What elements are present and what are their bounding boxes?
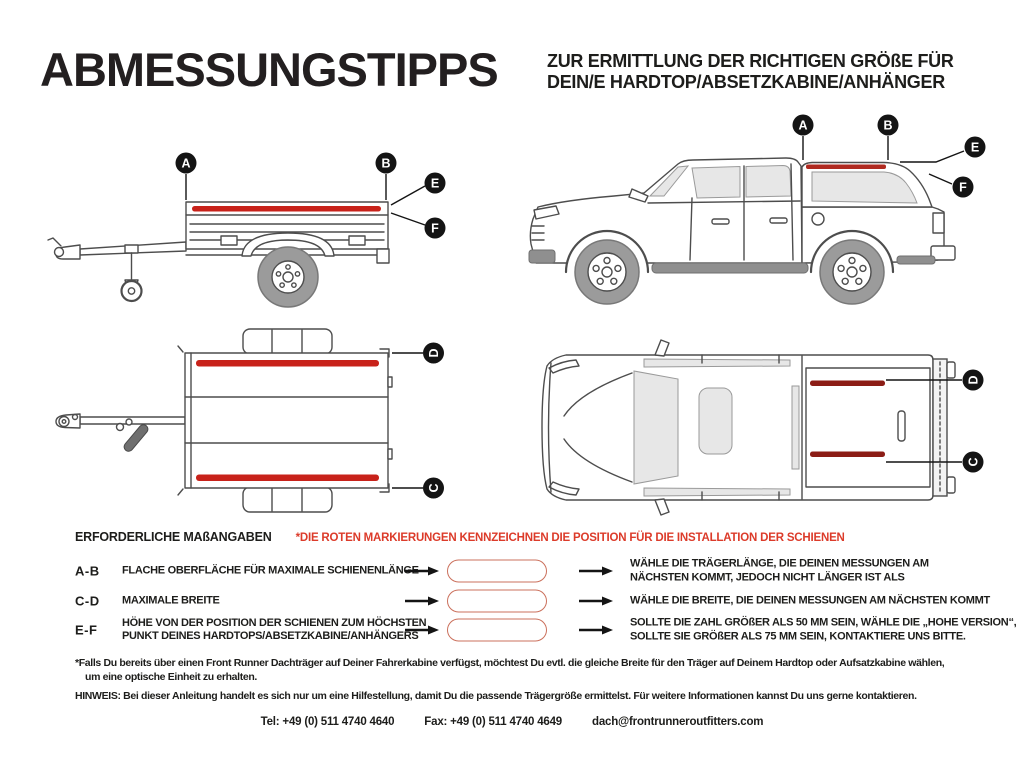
- arrow-right-icon: [579, 566, 613, 576]
- rail-marker-truck-top-1: [810, 381, 885, 387]
- label-badge-f-truck-side: [953, 177, 974, 198]
- required-measurements-heading-row: [75, 530, 845, 544]
- contact-footer: [0, 716, 1024, 728]
- label-badge-d-trailer-top: [423, 343, 444, 364]
- rail-marker-truck-top-2: [810, 452, 885, 458]
- label-badge-e-truck-side: [965, 137, 986, 158]
- arrow-right-icon: [405, 566, 439, 576]
- measurement-key-cd: C-D: [75, 593, 100, 609]
- label-badge-c-truck-top: [963, 452, 984, 473]
- truck-side-view-illustration: [529, 158, 955, 313]
- svg-text:B: B: [883, 118, 893, 133]
- email-address[interactable]: dach@frontrunneroutfitters.com: [592, 716, 764, 728]
- red-markings-note: *DIE ROTEN MARKIERUNGEN KENNZEICHNEN DIE POSITION FÜR DIE INSTALLATION DER SCHIENEN: [295, 532, 845, 544]
- svg-text:A: A: [181, 156, 191, 171]
- svg-text:C: C: [427, 483, 441, 493]
- trailer-top-view-illustration: [56, 329, 392, 512]
- measurement-result-ab: WÄHLE DIE TRÄGERLÄNGE, DIE DEINEN MESSUNGEN AM NÄCHSTEN KOMMT, JEDOCH NICHT LÄNGER IST ALS: [630, 557, 929, 583]
- label-badge-d-truck-top: [963, 370, 984, 391]
- measurement-description-ef: HÖHE VON DER POSITION DER SCHIENEN ZUM HÖCHSTEN PUNKT DEINES HARDTOPS/ABSETZKABINE/ANHÄNGERS: [122, 617, 427, 642]
- svg-text:E: E: [430, 176, 440, 191]
- asterisk-footnote: *Falls Du bereits über einen Front Runner Dachträger auf Deiner Fahrerkabine verfügst, möchtest Du evtl. die gleiche Breite für den Träger auf Deinem Hardtop oder Aufsatzkabine wählen, um eine optische Einheit zu erhalten.: [75, 657, 945, 683]
- measurement-description-cd: MAXIMALE BREITE: [122, 594, 220, 607]
- svg-text:D: D: [966, 375, 981, 385]
- leader-lines-trailer-top: [392, 353, 423, 488]
- required-measurements-heading: ERFORDERLICHE MAßANGABEN: [75, 530, 272, 544]
- subtitle-line-2: DEIN/E HARDTOP/ABSETZKABINE/ANHÄNGER: [547, 71, 945, 92]
- subtitle-line-1: ZUR ERMITTLUNG DER RICHTIGEN GRÖßE FÜR: [547, 51, 954, 71]
- svg-text:A: A: [798, 118, 808, 133]
- rail-marker-trailer-side: [192, 206, 381, 212]
- measurement-key-ab: A-B: [75, 563, 100, 579]
- fax-number: Fax: +49 (0) 511 4740 4649: [424, 716, 562, 728]
- measurement-result-ef: SOLLTE DIE ZAHL GRÖßER ALS 50 MM SEIN, WÄHLE DIE „HOHE VERSION“, SOLLTE SIE GRÖßER ALS 75 MM SEIN, KONTAKTIERE UNS BITTE.: [630, 616, 1017, 642]
- measurement-value-field-ef: [447, 619, 547, 642]
- measurement-result-cd: WÄHLE DIE BREITE, DIE DEINEN MESSUNGEN AM NÄCHSTEN KOMMT: [630, 594, 990, 607]
- arrow-right-icon: [405, 625, 439, 635]
- measurement-row-ef: [75, 608, 1015, 652]
- rail-marker-truck-side: [806, 165, 886, 170]
- arrow-right-icon: [579, 596, 613, 606]
- label-badge-f-trailer-side: [425, 218, 446, 239]
- label-badge-b-trailer-side: [376, 153, 397, 174]
- svg-text:C: C: [966, 457, 981, 467]
- page-title: ABMESSUNGSTIPPS: [40, 43, 498, 96]
- label-badge-a-truck-side: [793, 115, 814, 136]
- hinweis-note: HINWEIS: Bei dieser Anleitung handelt es sich nur um eine Hilfestellung, damit Du die passende Trägergröße ermittelst. Für weitere Informationen kannst Du uns gerne kontaktieren.: [75, 690, 917, 702]
- truck-top-view-illustration: [542, 340, 955, 515]
- measurement-key-ef: E-F: [75, 622, 98, 638]
- label-badge-c-trailer-top: [423, 478, 444, 499]
- label-badge-a-trailer-side: [176, 153, 197, 174]
- label-badge-e-trailer-side: [425, 173, 446, 194]
- measurement-description-ab: FLACHE OBERFLÄCHE FÜR MAXIMALE SCHIENENLÄNGE: [122, 564, 419, 577]
- svg-text:F: F: [431, 221, 439, 236]
- trailer-side-view-illustration: [48, 202, 389, 307]
- arrow-right-icon: [405, 596, 439, 606]
- phone-number: Tel: +49 (0) 511 4740 4640: [260, 716, 395, 728]
- svg-text:F: F: [959, 180, 967, 195]
- rail-marker-trailer-top-2: [196, 475, 379, 482]
- arrow-right-icon: [579, 625, 613, 635]
- svg-text:E: E: [970, 140, 980, 155]
- rail-marker-trailer-top-1: [196, 360, 379, 367]
- svg-text:D: D: [427, 348, 441, 358]
- svg-text:B: B: [381, 156, 391, 171]
- label-badge-b-truck-side: [878, 115, 899, 136]
